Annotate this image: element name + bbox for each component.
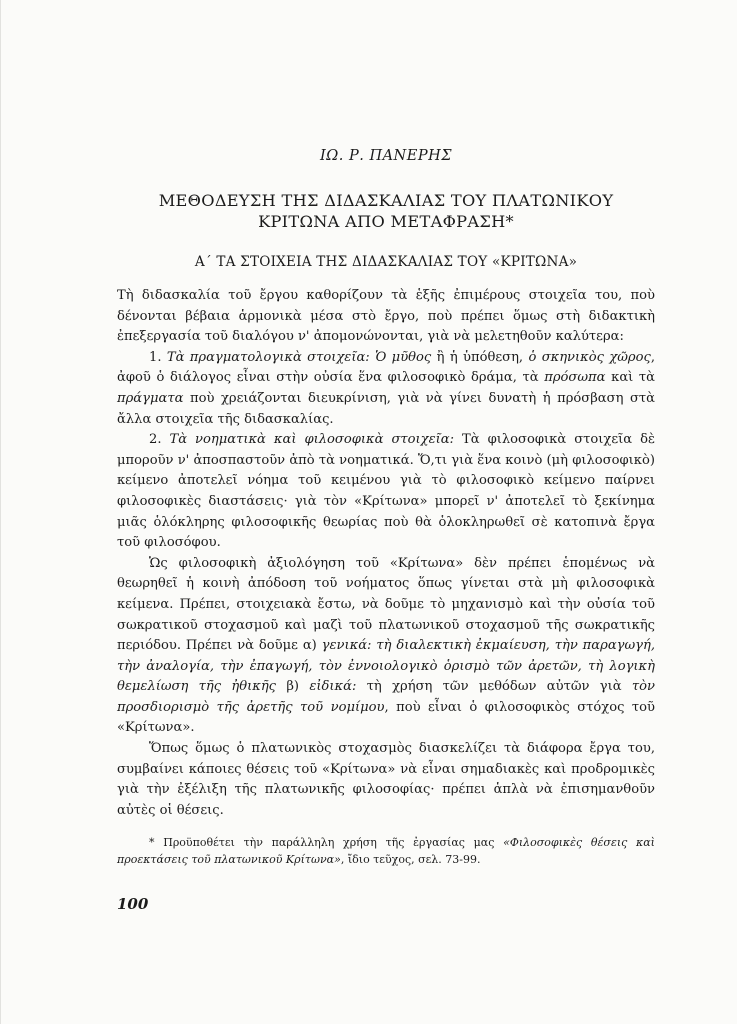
pragmatological-heading: Τὰ πραγματολογικὰ στοιχεῖα:: [166, 349, 370, 365]
paragraph-intro: Τὴ διδασκαλία τοῦ ἔργου καθορίζουν τὰ ἑξῆς ἐπιμέρους στοιχεῖα του, ποὺ δένονται βέβαια ἁρμονικὰ μέσα στὸ ἔργο, ποὺ πρέπει ὅμως στὴ διδακτικὴ ἐπεξεργασία τοῦ διαλόγου ν' ἀπομονώνονται, γιὰ νὰ μελετηθοῦν καλύτερα:: [117, 288, 655, 345]
philosophical-heading: Τὰ νοηματικὰ καὶ φιλοσοφικὰ στοιχεῖα:: [169, 432, 455, 448]
footnote-emphasis: «Φιλοσοφικὲς θέσεις καὶ προεκτάσεις τοῦ πλατωνικοῦ Κρίτωνα»: [117, 836, 655, 866]
list-number-1: 1.: [149, 349, 167, 365]
list-number-2: 2.: [149, 432, 170, 448]
paragraph-philosophical: [117, 430, 655, 554]
text-span: β): [276, 679, 310, 695]
emphasis-span: πρόσωπα: [544, 370, 606, 386]
text-span: Τὰ φιλοσοφικὰ στοιχεῖα δὲ μποροῦν ν' ἀποσπαστοῦν ἀπὸ τὰ νοηματικά. Ὅ,τι γιὰ ἕνα κοινὸ (μὴ φιλοσοφικὸ) κείμενο ἀποτελεῖ νόημα τοῦ κειμένου γιὰ τὸ φιλοσοφικὸ κείμενο παίρνει φιλοσοφικὲς διαστάσεις· γιὰ τὸν «Κρίτωνα» μπορεῖ ν' ἀποτελεῖ τὸ ξεκίνημα μιᾶς ὁλόκληρης φιλοσοφικῆς θεωρίας ποὺ θὰ ὁλοκληρωθεῖ σὲ κατοπινὰ ἔργα τοῦ φιλοσόφου.: [117, 432, 655, 551]
text-span: , ἀφοῦ ὁ διάλογος εἶναι στὴν οὐσία ἕνα φιλοσοφικὸ δράμα, τὰ: [117, 349, 656, 386]
emphasis-span: πράγματα: [117, 390, 184, 406]
paragraph-pragmatological: [117, 348, 655, 430]
title-line-1: ΜΕΘΟΔΕΥΣΗ ΤΗΣ ΔΙΔΑΣΚΑΛΙΑΣ ΤΟΥ ΠΛΑΤΩΝΙΚΟΥ: [158, 191, 614, 210]
title-line-2: ΚΡΙΤΩΝΑ ΑΠΟ ΜΕΤΑΦΡΑΣΗ*: [258, 212, 514, 231]
emphasis-span: ὁ σκηνικὸς χῶρος: [528, 349, 651, 365]
emphasis-span: Ὁ μῦθος: [375, 349, 432, 365]
text-span: τὴ χρήση τῶν μεθόδων αὐτῶν γιὰ: [356, 679, 632, 695]
text-span: Ὡς φιλοσοφικὴ ἀξιολόγηση τοῦ «Κρίτωνα» δὲν πρέπει ἑπομένως νὰ θεωρηθεῖ ἡ κοινὴ ἀπόδοση τοῦ νοήματος ὅπως γίνεται στὰ μὴ φιλοσοφικὰ κείμενα. Πρέπει, στοιχειακὰ ἔστω, νὰ δοῦμε τὸ μηχανισμὸ καὶ τὴν οὐσία τοῦ σωκρατικοῦ στοχασμοῦ καὶ μαζὶ τοῦ πλατωνικοῦ στοχασμοῦ τῆς σωκρατικῆς περιόδου. Πρέπει νὰ δοῦμε α): [117, 555, 655, 654]
text-span: , ποὺ εἶναι ὁ φιλοσοφικὸς στόχος τοῦ «Κρίτωνα».: [117, 699, 655, 736]
footnote-text: , ἴδιο τεῦχος, σελ. 73-99.: [340, 852, 481, 866]
page-number: 100: [117, 895, 149, 914]
text-span: ποὺ χρειάζονται διευκρίνιση, γιὰ νὰ γίνει δυνατὴ ἡ πρόσβαση στὰ ἄλλα στοιχεῖα τῆς διδασκαλίας.: [117, 390, 655, 427]
footnote-text: * Προϋποθέτει τὴν παράλληλη χρήση τῆς ἐργασίας μας: [149, 836, 504, 850]
text-span: ἢ ἡ ὑπόθεση,: [431, 349, 529, 365]
emphasis-span: τὸν προσδιορισμὸ τῆς ἀρετῆς τοῦ νομίμου: [117, 679, 655, 715]
section-heading: Α΄ ΤΑ ΣΤΟΙΧΕΙΑ ΤΗΣ ΔΙΔΑΣΚΑΛΙΑΣ ΤΟΥ «ΚΡΙΤΩΝΑ»: [194, 254, 578, 270]
footnote: [117, 835, 655, 868]
article-title: [117, 190, 655, 232]
emphasis-span: εἰδικά:: [309, 679, 357, 695]
article-body: [117, 286, 655, 821]
page-content: [117, 148, 655, 913]
emphasis-span: γενικά: τὴ διαλεκτικὴ ἐκμαίευση, τὴν παραγωγή, τὴν ἀναλογία, τὴν ἐπαγωγή, τὸν ἐννοιολογικὸ ὁρισμὸ τῶν ἀρετῶν, τὴ λογικὴ θεμελίωση τῆς ἠθικῆς: [117, 638, 656, 695]
paragraph-conclusion: Ὅπως ὅμως ὁ πλατωνικὸς στοχασμὸς διασκελίζει τὰ διάφορα ἔργα του, συμβαίνει κάποιες θέσεις τοῦ «Κρίτωνα» νὰ εἶναι σημαδιακὲς καὶ προδρομικὲς γιὰ τὴν ἐξέλιξη τῆς πλατωνικῆς φιλοσοφίας· πρέπει ἁπλὰ νὰ ἐπισημανθοῦν αὐτὲς οἱ θέσεις.: [117, 741, 655, 818]
author-name: ΙΩ. Ρ. ΠΑΝΕΡΗΣ: [320, 148, 452, 164]
paragraph-evaluation: [117, 554, 655, 739]
text-span: καὶ τὰ: [605, 370, 656, 386]
